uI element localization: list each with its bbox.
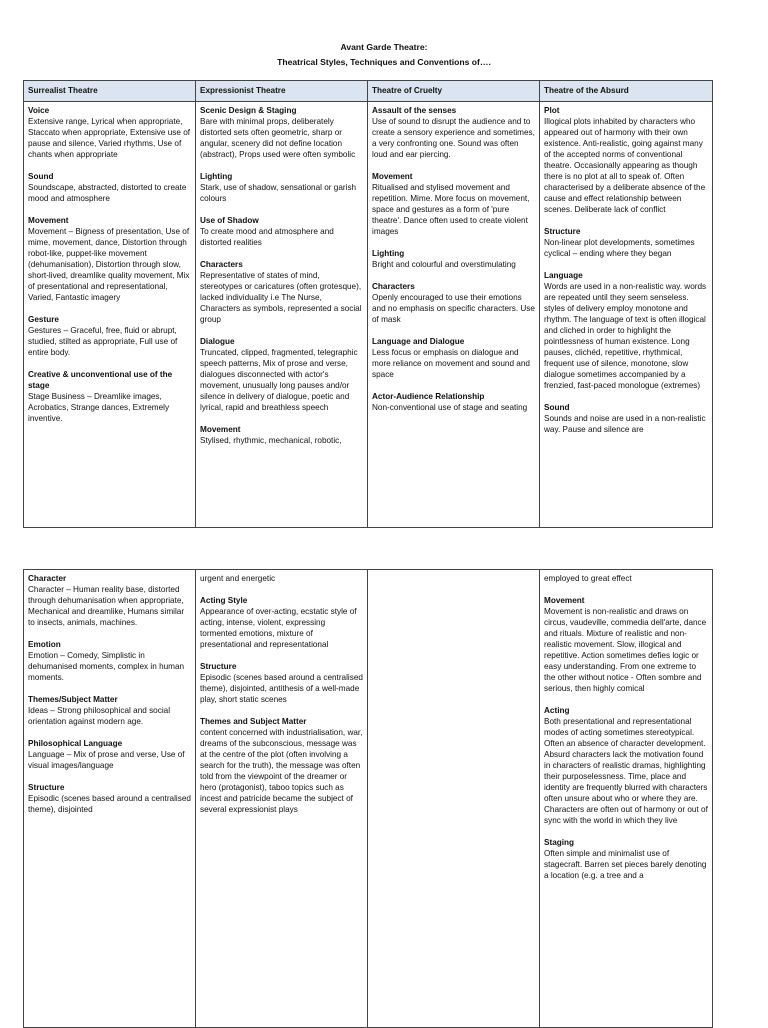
document-title: Avant Garde Theatre: <box>340 42 428 52</box>
section-block <box>372 105 536 160</box>
section-heading: Characters <box>372 282 415 291</box>
section-block <box>544 402 709 435</box>
section-block <box>200 171 364 204</box>
section-text: Ideas – Strong philosophical and social orientation against modern age. <box>28 706 171 726</box>
section-heading: Themes/Subject Matter <box>28 695 118 704</box>
section-heading: Structure <box>28 783 65 792</box>
cruelty-cell <box>368 570 540 1028</box>
section-heading: Scenic Design & Staging <box>200 106 297 115</box>
section-block <box>200 661 364 705</box>
section-heading: Movement <box>200 425 241 434</box>
header-expressionist: Expressionist Theatre <box>196 81 368 102</box>
section-text: Words are used in a non-realistic way. words are repeated until they seem senseless. styles of delivery employ monotone and rhythm. The language of text is often illogical and cliched in order to highlight the pointlessness of human existence. Long pauses, clichéd, repetitive, rhythmical, frequent use of silence, monotone, slow dialogue sometimes accompanied by a frenzied, fast-paced monologue (extremes) <box>544 282 707 390</box>
section-block <box>544 573 709 584</box>
section-block <box>28 314 192 358</box>
section-block <box>544 705 709 826</box>
section-heading: Themes and Subject Matter <box>200 717 307 726</box>
section-text: Gestures – Graceful, free, fluid or abrupt, studied, stilted as appropriate, Full use of entire body. <box>28 326 178 357</box>
header-absurd: Theatre of the Absurd <box>540 81 713 102</box>
document-subtitle: Theatrical Styles, Techniques and Conventions of…. <box>277 57 491 67</box>
section-text: Episodic (scenes based around a centralised theme), disjointed, antithesis of a well-made play, short static scenes <box>200 673 363 704</box>
section-heading: Assault of the senses <box>372 106 457 115</box>
section-heading: Creative & unconventional use of the stage <box>28 370 173 390</box>
section-block <box>200 573 364 584</box>
section-text: Truncated, clipped, fragmented, telegraphic speech patterns, Mix of prose and verse, dialogues disconnected with actor's movement, unusually long pauses and/or silence in delivery of dialogue, poetic and lyrical, rapid and breathless speech <box>200 348 358 412</box>
section-heading: Actor-Audience Relationship <box>372 392 485 401</box>
section-heading: Lighting <box>372 249 405 258</box>
section-block <box>544 270 709 391</box>
section-text: Soundscape, abstracted, distorted to create mood and atmosphere <box>28 183 187 203</box>
section-heading: Gesture <box>28 315 59 324</box>
section-block <box>372 248 536 270</box>
section-heading: Structure <box>544 227 581 236</box>
section-text: content concerned with industrialisation, war, dreams of the subconscious, message was at the centre of the plot (often involving a search for the truth), the message was often told from the viewpoint of the dreamer or hero (protagonist), taboo topics such as incest and patricide became the subject of several expressionist plays <box>200 728 363 814</box>
section-text: Extensive range, Lyrical when appropriate, Staccato when appropriate, Extensive use of pause and silence, Varied rhythms, Use of chants when appropriate <box>28 117 191 159</box>
content-row <box>24 102 713 528</box>
section-heading: Acting <box>544 706 570 715</box>
section-heading: Philosophical Language <box>28 739 123 748</box>
expressionist-cell <box>196 570 368 1028</box>
section-block <box>28 369 192 424</box>
section-heading: Staging <box>544 838 575 847</box>
section-text: Emotion – Comedy, Simplistic in dehumanised moments, complex in human moments. <box>28 651 185 682</box>
section-heading: Sound <box>544 403 570 412</box>
section-block <box>200 259 364 325</box>
section-heading: Movement <box>28 216 69 225</box>
section-heading: Character <box>28 574 67 583</box>
section-heading: Use of Shadow <box>200 216 259 225</box>
header-row <box>24 81 713 102</box>
section-text: employed to great effect <box>544 574 632 583</box>
section-text: Non-linear plot developments, sometimes cyclical – ending where they began <box>544 238 695 258</box>
section-text: Episodic (scenes based around a centralised theme), disjointed <box>28 794 191 814</box>
section-heading: Characters <box>200 260 243 269</box>
section-block <box>200 215 364 248</box>
section-text: Sounds and noise are used in a non-realistic way. Pause and silence are <box>544 414 706 434</box>
section-text: Movement is non-realistic and draws on circus, vaudeville, commedia dell'arte, dance and rituals. Mixture of realistic and non-realistic movement. Slow, illogical and repetitive. Action sometimes defies logic or easy understanding. From one extreme to the other without notice - Often sombre and serious, then highly comical <box>544 607 707 693</box>
section-block <box>28 171 192 204</box>
section-block <box>372 281 536 325</box>
section-block <box>28 782 192 815</box>
section-heading: Acting Style <box>200 596 248 605</box>
section-text: Use of sound to disrupt the audience and to create a sensory experience and sometimes, a very confronting one. Sound was often loud and ear piercing. <box>372 117 535 159</box>
section-text: Ritualised and stylised movement and repetition. Mime. More focus on movement, space and gestures as a form of 'pure theatre'. Dance often used to create violent images <box>372 183 530 236</box>
section-text: Representative of states of mind, stereotypes or caricatures (often grotesque), lacked individuality i.e The Nurse, Characters as symbols, represented a social group <box>200 271 362 324</box>
section-text: Stark, use of shadow, sensational or garish colours <box>200 183 357 203</box>
section-heading: Movement <box>544 596 585 605</box>
section-heading: Lighting <box>200 172 233 181</box>
section-text: Appearance of over-acting, ecstatic style of acting, intense, violent, expressing tormented emotions, mixture of presentational and representational <box>200 607 357 649</box>
section-heading: Sound <box>28 172 54 181</box>
absurd-cell <box>540 570 713 1028</box>
section-text: Movement – Bigness of presentation, Use of mime, movement, dance, Distortion through robot-like, puppet-like movement (dehumanisation), Distortion through slow, short-lived, dreamlike quality movement, Mix of presentational and representational, Varied, Fantastic imagery <box>28 227 190 302</box>
section-block <box>372 391 536 413</box>
section-heading: Emotion <box>28 640 61 649</box>
section-text: Stage Business – Dreamlike images, Acrobatics, Strange dances, Extremely inventive. <box>28 392 170 423</box>
absurd-cell <box>540 102 713 528</box>
styles-table-page2 <box>23 569 713 1028</box>
section-block <box>544 226 709 259</box>
section-text: To create mood and atmosphere and distorted realities <box>200 227 334 247</box>
section-text: Less focus or emphasis on dialogue and more reliance on movement and sound and space <box>372 348 530 379</box>
section-heading: Structure <box>200 662 237 671</box>
section-text: Bare with minimal props, deliberately distorted sets often geometric, sharp or angular, scenery did not define location (abstract), Props used were often symbolic <box>200 117 356 159</box>
header-surrealist: Surrealist Theatre <box>24 81 196 102</box>
section-block <box>28 639 192 683</box>
section-heading: Plot <box>544 106 560 115</box>
cruelty-cell <box>368 102 540 528</box>
expressionist-cell <box>196 102 368 528</box>
section-text: Openly encouraged to use their emotions and no emphasis on specific characters. Use of mask <box>372 293 535 324</box>
section-block <box>28 105 192 160</box>
section-heading: Language and Dialogue <box>372 337 465 346</box>
surrealist-cell <box>24 570 196 1028</box>
section-text: Often simple and minimalist use of stagecraft. Barren set pieces barely denoting a location (e.g. a tree and a <box>544 849 707 880</box>
section-heading: Voice <box>28 106 50 115</box>
section-text: Non-conventional use of stage and seating <box>372 403 528 412</box>
section-text: Language – Mix of prose and verse, Use of visual images/language <box>28 750 185 770</box>
section-block <box>28 738 192 771</box>
section-block <box>372 171 536 237</box>
section-text: urgent and energetic <box>200 574 276 583</box>
section-block <box>200 424 364 446</box>
section-block <box>28 215 192 303</box>
section-block <box>544 837 709 881</box>
section-block <box>544 105 709 215</box>
section-heading: Dialogue <box>200 337 235 346</box>
section-block <box>200 595 364 650</box>
section-text: Stylised, rhythmic, mechanical, robotic, <box>200 436 342 445</box>
section-block <box>200 105 364 160</box>
section-block <box>200 336 364 413</box>
section-text: Bright and colourful and overstimulating <box>372 260 516 269</box>
section-text: Character – Human reality base, distorted through dehumanisation when appropriate, Mechanical and dreamlike, Humans similar to insects, animals, machines. <box>28 585 185 627</box>
section-text: Both presentational and representational modes of acting sometimes stereotypical. Often an absence of character development. Absurd characters lack the motivation found in characters of realistic dramas, highlighting their purposelessness. Time, place and identity are frequently blurred with characters often unsure about who or where they are. Characters are often out of harmony or out of sync with the world in which they live <box>544 717 708 825</box>
section-block <box>200 716 364 815</box>
surrealist-cell <box>24 102 196 528</box>
section-heading: Language <box>544 271 583 280</box>
header-cruelty: Theatre of Cruelty <box>368 81 540 102</box>
section-heading: Movement <box>372 172 413 181</box>
styles-table-page1 <box>23 80 713 528</box>
section-block <box>28 694 192 727</box>
section-block <box>544 595 709 694</box>
section-block <box>372 336 536 380</box>
section-text: Illogical plots inhabited by characters who appeared out of harmony with their own existence. Anti-realistic, going against many of the accepted norms of conventional theatre. Occasionally appearing as though there is no plot at all to speak of. Often characterised by a deliberate absence of the cause and effect relationship between scenes. Deliberate lack of conflict <box>544 117 706 214</box>
section-block <box>28 573 192 628</box>
content-row <box>24 570 713 1028</box>
